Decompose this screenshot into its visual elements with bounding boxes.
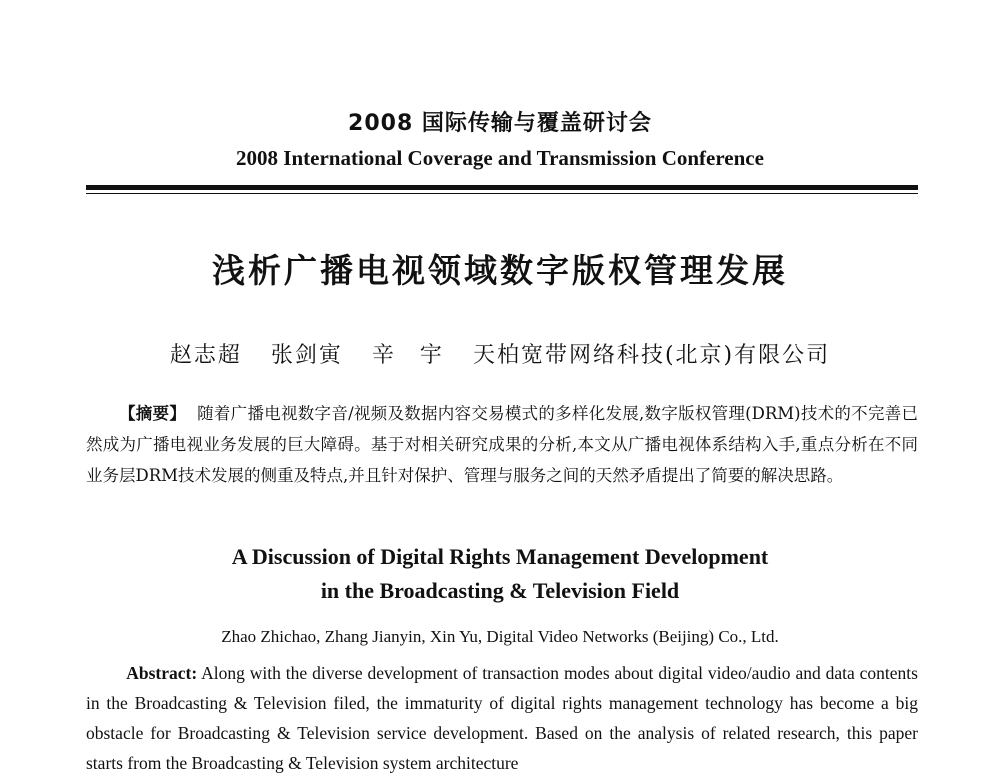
paper-title-en-line2: in the Broadcasting & Television Field (320, 578, 680, 603)
abstract-en (86, 658, 918, 778)
header-rule-thin (86, 193, 918, 194)
author-cn: 张剑寅 (270, 343, 343, 368)
conference-title-cn: 2008 国际传输与覆盖研讨会 (348, 111, 652, 136)
paper-title-en (0, 540, 1000, 608)
paper-title-en-line1: A Discussion of Digital Rights Management Development (231, 544, 769, 569)
affiliation-cn: 天柏宽带网络科技(北京)有限公司 (472, 343, 831, 368)
abstract-en-label: Abstract: (126, 663, 198, 683)
paper-title-cn: 浅析广播电视领域数字版权管理发展 (212, 251, 788, 290)
abstract-en-text: Along with the diverse development of transaction modes about digital video/audio and data contents in the Broadcasting & Television filed, the immaturity of digital rights management technology has become a big obstacle for Broadcasting & Television service development. Based on the analysis of related research, this paper starts from the Broadcasting & Television system architecture (86, 663, 918, 773)
abstract-cn (86, 398, 918, 491)
author-cn: 辛 宇 (371, 343, 444, 368)
header-rule-thick (86, 185, 918, 190)
conference-title-en: 2008 International Coverage and Transmission Conference (236, 146, 764, 170)
authors-en: Zhao Zhichao, Zhang Jianyin, Xin Yu, Digital Video Networks (Beijing) Co., Ltd. (221, 627, 779, 646)
abstract-cn-text: 随着广播电视数字音/视频及数据内容交易模式的多样化发展,数字版权管理(DRM)技术的不完善已然成为广播电视业务发展的巨大障碍。基于对相关研究成果的分析,本文从广播电视体系结构入手,重点分析在不同业务层DRM技术发展的侧重及特点,并且针对保护、管理与服务之间的天然矛盾提出了简要的解决思路。 (86, 404, 919, 485)
abstract-cn-label: 【摘要】 (119, 404, 187, 423)
authors-cn (0, 338, 1000, 369)
author-cn: 赵志超 (169, 343, 242, 368)
